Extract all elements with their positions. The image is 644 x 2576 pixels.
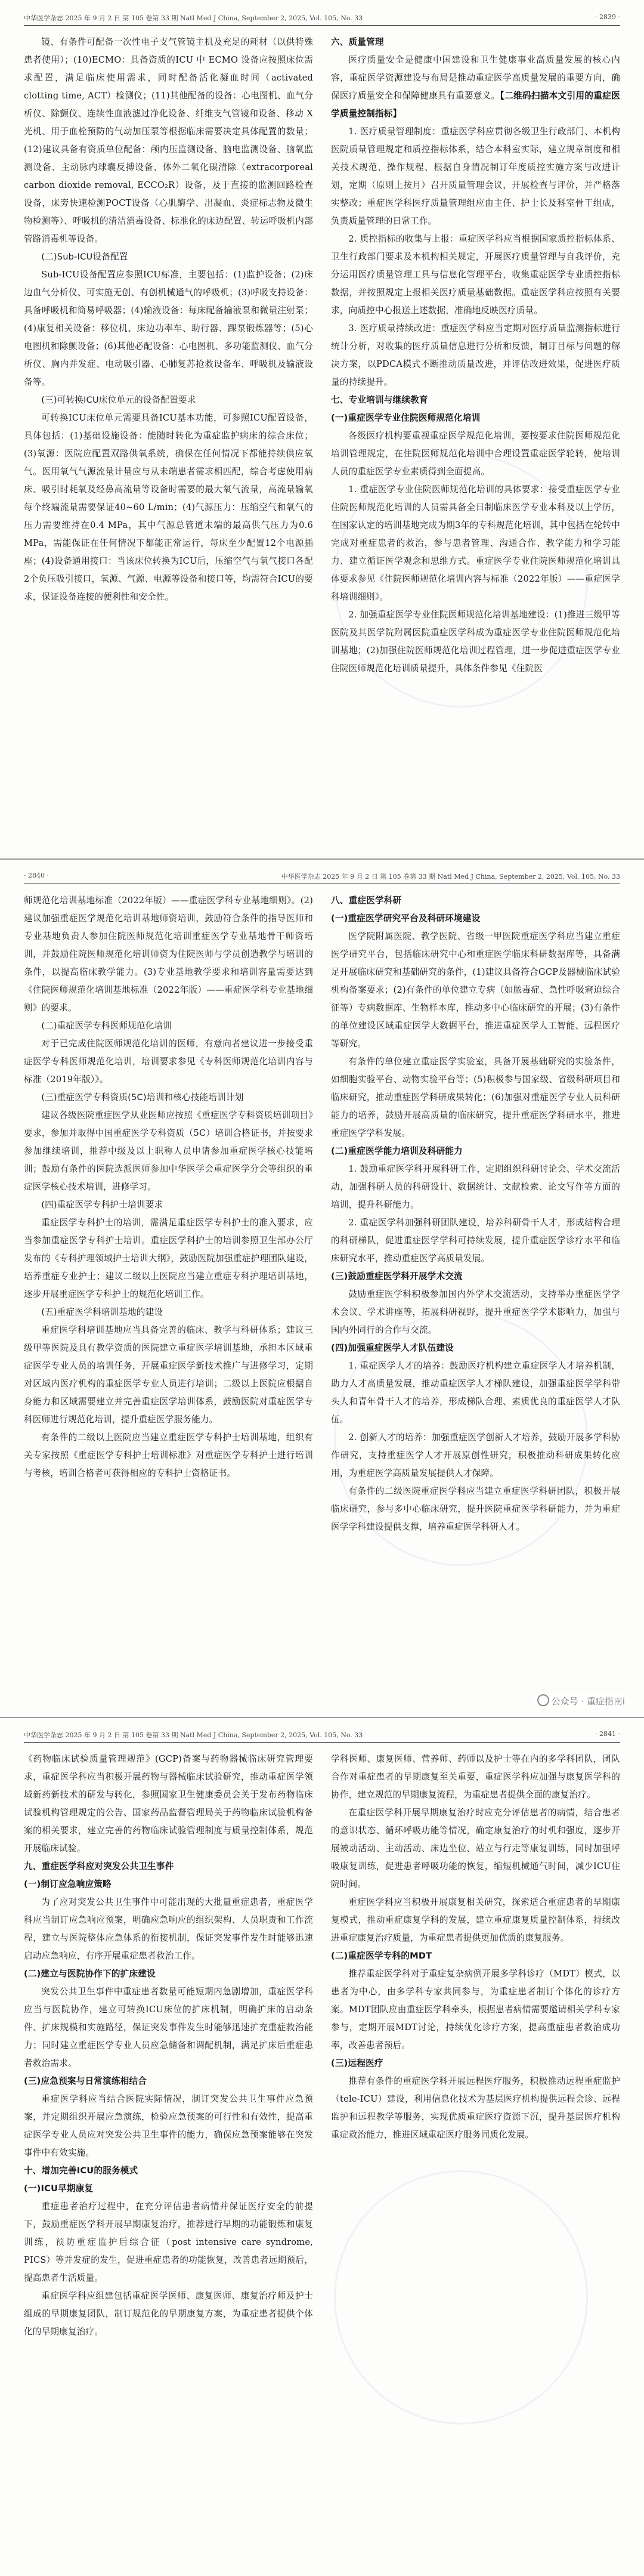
- body-paragraph: 1. 鼓励重症医学科开展科研工作，定期组织科研讨论会、学术交流活动，加强科研人员的科研设计、数据统计、文献检索、论文写作等方面的培训，提升科研能力。: [331, 1164, 620, 1210]
- body-paragraph: 3. 医疗质量持续改进：重症医学科应当定期对医疗质量监测指标进行统计分析，对收集的医疗质量信息进行分析和反馈，制订目标与问题的解决方案，以PDCA模式不断推动质量改进，并评估改进效果，促进医疗质量的持续提升。: [331, 323, 620, 387]
- body-paragraph: 各级医疗机构要重视重症医学规范化培训，要按要求住院医师规范化培训管理规定，在住院医师规范化培训中合理设置重症医学轮转，使培训人员的重症医学专业素质得到全面提高。: [331, 431, 620, 477]
- wechat-watermark: 公众号 · 重症指南i: [532, 1693, 630, 1709]
- qr-note: 【二维码扫描本文引用的重症医学质量控制指标】: [331, 91, 620, 119]
- body-paragraph: 重症医学科培训基地应当具备完善的临床、教学与科研体系；建议三级甲等医院及具有教学资质的医院建立重症医学培训基地，承担本区域重症医学专业人员的培训任务，开展重症医学新技术推广与进修学习，定期对区域内医疗机构的重症医学专业人员进行培训；二级以上医院应根据自身能力和区域需要建立并完善重症医学培训体系，鼓励医院对重症医学专科医师进行规范化培训，提升重症医学服务能力。: [24, 1325, 313, 1425]
- body-paragraph: 可转换ICU床位单元需要具备ICU基本功能，可参照ICU配置设备，具体包括：(1)基础设施设备：能随时转化为重症监护病床的综合床位；(3)氧源：医院应配置双路供氧系统，确保在任何情况下都能持续供应氧气。医用氧气气源流量计量应与从未端患者需求相匹配，综合考虑使用病床、吸引时耗氧及经鼻高流量等设备时需要的最大氧气流量，高流量输氧每个终端流量需要保证40~60 L/min；(4)气源压力：压缩空气和氧气的压力需要维持在0.4 MPa，其中气源总管道末端的最高供气压力为0.6 MPa，需能保证在任何情况下都能正常运行，每床至少配置12个电源插座；(4)设备通用接口：当该床位转换为ICU后，压缩空气与氧气接口各配2个负压吸引接口，氧源、气源、电源等设备和接口等，均需符合ICU的要求，保证设备连接的便利性和安全性。: [24, 413, 313, 602]
- journal-page-2: [0, 858, 644, 1718]
- section-heading: (三)重症医学专科资质(5C)培训和核心技能培训计划: [41, 1092, 244, 1102]
- body-paragraph: 推荐重症医学科对于重症复杂病例开展多学科诊疗（MDT）模式，以患者为中心，由多学科专家共同参与，为重症患者制订个体化的诊疗方案。MDT团队应由重症医学科牵头，根据患者病情需要邀请相关学科专家参与，定期开展MDT讨论，持续优化诊疗方案，提高重症患者救治成功率，改善患者预后。: [331, 1969, 620, 2050]
- text-column-right: [331, 33, 620, 678]
- body-paragraph: 医疗质量安全是健康中国建设和卫生健康事业高质量发展的核心内容，重症医学资源建设与布局是推动重症医学高质量发展的重要方向，确保医疗质量安全和保障健康具有重要意义。【二维码扫描本文引用的重症医学质量控制指标】: [331, 55, 620, 119]
- body-paragraph: 鼓励重症医学科积极参加国内外学术交流活动，支持举办重症医学学术会议、学术讲座等，拓展科研视野，提升重症医学学术影响力，加强与国内外同行的合作与交流。: [331, 1289, 620, 1335]
- page-divider: [0, 1696, 644, 1718]
- body-paragraph: 2. 质控指标的收集与上报：重症医学科应当根据国家质控指标体系、卫生行政部门要求及本机构相关规定，开展医疗质量管理与自我评价，充分运用医疗质量管理工具与信息化管理平台，收集重症医学专业质控指标数据，并按照规定上报相关医疗质量基础数据。重症医学科应按照有关要求，向质控中心报送上述数据，准确地反映医疗质量。: [331, 234, 620, 316]
- wechat-icon: [537, 1694, 549, 1706]
- body-paragraph: 2. 重症医学科加强科研团队建设，培养科研骨干人才，形成结构合理的科研梯队，促进重症医学学科可持续发展，提升重症医学诊疗水平和临床研究水平，推动重症医学高质量发展。: [331, 1218, 620, 1264]
- section-heading: (五)重症医学科培训基地的建设: [41, 1307, 163, 1317]
- section-heading: (三)可转换ICU床位单元的设备配置要求: [41, 395, 196, 405]
- body-paragraph: 1. 重症医学人才的培养：鼓励医疗机构建立重症医学人才培养机制，助力人才高质量发展，推动重症医学人才梯队建设，加强重症医学学科带头人和青年骨干人才的培养，形成梯队合理、素质优良的重症医学人才队伍。: [331, 1361, 620, 1425]
- body-paragraph: 为了应对突发公共卫生事件中可能出现的大批量重症患者，重症医学科应当制订应急响应预案，明确应急响应的组织架构、人员职责和工作流程，建立与医院整体应急体系的衔接机制，保证突发事件发生时能够迅速启动应急响应，有序开展重症患者救治工作。: [24, 1897, 313, 1961]
- section-heading: (一)ICU早期康复: [24, 2183, 94, 2194]
- page-divider: [0, 858, 644, 860]
- running-header-left: · 2840 ·: [24, 872, 49, 879]
- body-paragraph: 2. 创新人才的培养：加强重症医学创新人才培养，鼓励开展多学科协作研究，支持重症医学人才开展原创性研究，积极推动科研成果转化应用，为重症医学高质量发展提供人才保障。: [331, 1432, 620, 1478]
- running-header: [24, 13, 620, 26]
- running-header-right: · 2839 ·: [595, 13, 620, 21]
- running-header: [24, 872, 620, 884]
- body-paragraph: 师规范化培训基地标准（2022年版）——重症医学科专业基地细则》。(2)建议加强重症医学规范化培训基地师资培训，鼓励符合条件的指导医师和专业基地负责人参加住院医师规范化培训重症医学专业基地骨干师资培训，并鼓励住院医师规范化培训师资为住院医师与学员创造教学与培训的条件，以提高临床教学能力。(3)专业基地教学要求和培训容量需要达到《住院医师规范化培训基地标准（2022年版）——重症医学科专业基地细则》的要求。: [24, 895, 313, 1013]
- body-paragraph: 学科医师、康复医师、营养师、药师以及护士等在内的多学科团队，团队合作对重症患者的早期康复至关重要，重症医学科应加强与康复医学科的协作，建立规范的早期康复流程，为重症患者提供全面的康复治疗。: [331, 1754, 620, 1800]
- body-paragraph: 推荐有条件的重症医学科开展远程医疗服务，积极推动远程重症监护（tele-ICU）建设，利用信息化技术为基层医疗机构提供远程会诊、远程监护和远程教学等服务，实现优质重症医疗资源下沉，提升基层医疗机构重症救治能力，推进区域重症医疗服务同质化发展。: [331, 2076, 620, 2140]
- section-heading: 九、重症医学科应对突发公共卫生事件: [24, 1861, 174, 1871]
- running-header-left: 中华医学杂志 2025 年 9 月 2 日 第 105 卷第 33 期 Natl Med J China, September 2, 2025, Vol. 105, No. 33: [24, 14, 363, 22]
- running-header: [24, 1730, 620, 1743]
- section-heading: 六、质量管理: [331, 37, 384, 47]
- journal-page-1: [0, 0, 644, 859]
- section-heading: (一)制订应急响应策略: [24, 1879, 112, 1889]
- section-heading: (三)应急预案与日常演练相结合: [24, 2076, 147, 2086]
- faint-emblem-watermark: [334, 2170, 588, 2424]
- body-paragraph: 有条件的二级医院重症医学科应当建立重症医学科研团队，积极开展临床研究，参与多中心临床研究，提升医院重症医学科研能力，并为重症医学学科建设提供支撑，培养重症医学科研人才。: [331, 1486, 620, 1532]
- body-paragraph: 在重症医学科开展早期康复治疗时应充分评估患者的病情，结合患者的意识状态、循环呼吸功能等情况，确定康复治疗的时机和强度，逐步开展被动活动、主动活动、床边坐位、站立与行走等康复训练，同时加强呼吸康复训练，促进患者呼吸功能的恢复，缩短机械通气时间，减少ICU住院时间。: [331, 1808, 620, 1889]
- body-paragraph: 对于已完成住院医师规范化培训的医师，有意向者建议进一步接受重症医学专科医师规范化培训，培训要求参见《专科医师规范化培训内容与标准（2019年版）》。: [24, 1039, 313, 1085]
- body-paragraph: 医学院附属医院、教学医院、省级一甲医院重症医学科应当建立重症医学研究平台，包括临床研究中心和重症医学临床科研数据库等，具备满足开展临床研究和基础研究的条件，(1)建议具备符合GCP及器械临床试验机构备案要求；(2)有条件的单位建立专病（如脓毒症、急性呼吸窘迫综合征等）专病数据库、生物样本库，推动多中心临床研究的开展；(3)有条件的单位建设区域重症医学大数据平台，推进重症医学人工智能、远程医疗等研究。: [331, 931, 620, 1049]
- section-heading: (三)鼓励重症医学科开展学术交流: [331, 1271, 463, 1281]
- section-heading: 十、增加完善ICU的服务模式: [24, 2166, 138, 2176]
- text-column-left: [24, 33, 313, 606]
- body-paragraph: Sub-ICU设备配置应参照ICU标准，主要包括：(1)监护设备；(2)床边血气分析仪、可实施无创、有创机械通气的呼吸机；(3)呼吸支持设备：具备呼吸机和简易呼吸器；(4)输液设备：每床配备输液泵和微量注射泵；(4)康复相关设备：移位机、床边功率车、助行器、踝泵锻炼器等；(5)心电图机和除颤设备；(6)其他必配设备：心电图机、多功能监测仪、血气分析仪、胸内并发症、电动吸引器、心肺复苏抢救设备车、呼吸机及输液设备等。: [24, 270, 313, 387]
- body-paragraph: 有条件的二级以上医院应当建立重症医学专科护士培训基地，组织有关专家按照《重症医学专科护士培训标准》对重症医学专科护士进行培训与考核，培训合格者可获得相应的专科护士资格证书。: [24, 1432, 313, 1478]
- body-paragraph: 重症医学科应当结合医院实际情况，制订突发公共卫生事件应急预案，并定期组织开展应急演练，检验应急预案的可行性和有效性，提高重症医学专业人员应对突发公共卫生事件的能力，确保应急预案能够在突发事件中有效实施。: [24, 2094, 313, 2158]
- body-paragraph: 有条件的单位建立重症医学实验室，具备开展基础研究的实验条件，如细胞实验平台、动物实验平台等；(5)积极参与国家级、省级科研项目和临床研究，推动重症医学科研成果转化；(6)加强对重症医学专业人员科研能力的培养，鼓励开展高质量的临床研究，提升重症医学科研水平，推进重症医学学科发展。: [331, 1057, 620, 1138]
- section-heading: (二)建立与医院协作下的扩床建设: [24, 1969, 156, 1979]
- body-paragraph: 突发公共卫生事件中重症患者数量可能短期内急剧增加，重症医学科应当与医院协作，建立可转换ICU床位的扩床机制，明确扩床的启动条件、扩床规模和实施路径，保证突发事件发生时能够迅速扩充重症救治能力；同时建立重症医学专业人员应急储备和调配机制，满足扩床后重症患者救治需求。: [24, 1987, 313, 2068]
- body-paragraph: 镜、有条件可配备一次性电子支气管镜主机及充足的耗材（以供特殊患者使用）；(10)ECMO：具备资质的ICU 中 ECMO 设备应按照床位需求配置，满足临床使用需求，同时配备活化凝血时间（activated clotting time, ACT）检测仪；(11)其他配备的设备：心电图机、血气分析仪、除颤仪、连续性血液滤过净化设备、纤维支气管镜和设备、移动 X 光机、用于血栓预防的气动加压泵等根据临床需要决定具体配置的数量；(12)建议具备有资质单位配备：颅内压监测设备、脑电监测设备、脑氧监测设备、主动脉内球囊反搏设备、体外二氧化碳清除（extracorporeal carbon dioxide removal, ECCO₂R）设备，及于直接的监测回路检查设备，床旁快速检测POCT设备（心肌酶学、出凝血、炎症标志物及微生物检测等）、呼吸机的清洁消毒设备、标准化的床边配置、转运呼吸机内部管路消毒机等设备。: [24, 37, 313, 244]
- text-column-left: [24, 892, 313, 1482]
- running-header-right: 中华医学杂志 2025 年 9 月 2 日 第 105 卷第 33 期 Natl Med J China, September 2, 2025, Vol. 105, No. 33: [281, 873, 620, 881]
- text-column-left: [24, 1750, 313, 2341]
- section-heading: 七、专业培训与继续教育: [331, 395, 428, 405]
- section-heading: (四)重症医学专科护士培训要求: [41, 1200, 163, 1210]
- section-heading: (二)重症医学能力培训及科研能力: [331, 1146, 463, 1156]
- body-paragraph: 重症医学科应当积极开展康复相关研究，探索适合重症患者的早期康复模式，推动重症康复学科的发展，建立重症康复质量控制体系，持续改进重症康复治疗质量，为重症患者提供更加优质的康复服务。: [331, 1897, 620, 1943]
- body-paragraph: 重症患者治疗过程中，在充分评估患者病情并保证医疗安全的前提下，鼓励重症医学科开展早期康复治疗，推荐进行早期的功能锻炼和康复训练，预防重症监护后综合征（post intensive care syndrome, PICS）等并发症的发生，促进重症患者的功能恢复，改善患者远期预后，提高患者生活质量。: [24, 2201, 313, 2283]
- body-paragraph: 建议各级医院重症医学从业医师应按照《重症医学专科资质培训项目》要求，参加并取得中国重症医学专科资质（5C）培训合格证书，并按要求参加继续培训，推荐中级及以上职称人员申请参加重症医学核心技能培训；鼓励有条件的医院选派医师参加中华医学会重症医学分会等组织的重症医学核心技术培训，进修学习。: [24, 1110, 313, 1192]
- section-heading: (二)Sub-ICU设备配置: [41, 252, 128, 262]
- body-paragraph: 《药物临床试验质量管理规范》(GCP)备案与药物器械临床研究管理要求，重症医学科应当积极开展药物与器械临床试验研究，推动重症医学领域新药新技术的研发与转化，参照国家卫生健康委员会关于发布药物临床试验机构管理规定的公告、国家药品监督管理局关于药物临床试验机构备案的相关要求，建立完善的药物临床试验管理制度与质量控制体系，规范开展临床试验。: [24, 1754, 313, 1854]
- body-paragraph: 重症医学科应组建包括重症医学医师、康复医师、康复治疗师及护士组成的早期康复团队，制订规范化的早期康复方案，为重症患者提供个体化的早期康复治疗。: [24, 2291, 313, 2337]
- section-heading: (一)重症医学专业住院医师规范化培训: [331, 413, 481, 423]
- journal-page-3: [0, 1717, 644, 2576]
- body-paragraph: 1. 医疗质量管理制度：重症医学科应贯彻各级卫生行政部门、本机构医院质量管理规定和质控指标体系，结合本科室实际，建立规章制度和相关技术规范、操作规程、根据自身情况制订年度质控实施方案与改进计划，定期（原则上按月）召开质量管理会议，开展检查与评价，并严格落实整改；重症医学科医疗质量管理组应由主任、护士长及科室骨干组成，负责质量管理的日常工作。: [331, 126, 620, 226]
- text-column-right: [331, 892, 620, 1536]
- section-heading: 八、重症医学科研: [331, 895, 402, 906]
- section-heading: (四)加强重症医学人才队伍建设: [331, 1343, 454, 1353]
- section-heading: (二)重症医学专科的MDT: [331, 1951, 432, 1961]
- running-header-left: 中华医学杂志 2025 年 9 月 2 日 第 105 卷第 33 期 Natl Med J China, September 2, 2025, Vol. 105, No. 33: [24, 1731, 363, 1739]
- body-paragraph: 重症医学专科护士的培训，需满足重症医学专科护士的准入要求，应当参加重症医学专科护士培训。重症医学科护士的培训参照卫生部办公厅发布的《专科护理领域护士培训大纲》，鼓励医院加强重症护理团队建设，培养重症专业护士；建议二级以上医院应当建立重症专科护理培训基地，逐步开展重症医学专科护士的规范化培训工作。: [24, 1218, 313, 1299]
- section-heading: (一)重症医学研究平台及科研环境建设: [331, 913, 481, 923]
- body-paragraph: 1. 重症医学专业住院医师规范化培训的具体要求：接受重症医学专业住院医师规范化培训的人员需具备全日制临床医学专业本科及以上学历，在国家认定的培训基地完成为期3年的专科规范化培训，其中包括在轮转中完成对重症患者的救治，参与患者管理、沟通合作、教学能力和学习能力、建立循证医学观念和思维方式。重症医学专业住院医师规范化培训具体要求参见《住院医师规范化培训内容与标准（2022年版）——重症医学科培训细则》。: [331, 484, 620, 602]
- body-paragraph: 2. 加强重症医学专业住院医师规范化培训基地建设：(1)推进三级甲等医院及其医学院附属医院重症医学科成为重症医学专业住院医师规范化培训基地；(2)加强住院医师规范化培训过程管理，进一步促进重症医学专业住院医师规范化培训质量提升，具体条件参见《住院医: [331, 610, 620, 674]
- section-heading: (三)远程医疗: [331, 2058, 383, 2068]
- running-header-right: · 2841 ·: [595, 1730, 620, 1738]
- section-heading: (二)重症医学专科医师规范化培训: [41, 1021, 172, 1031]
- text-column-right: [331, 1750, 620, 2144]
